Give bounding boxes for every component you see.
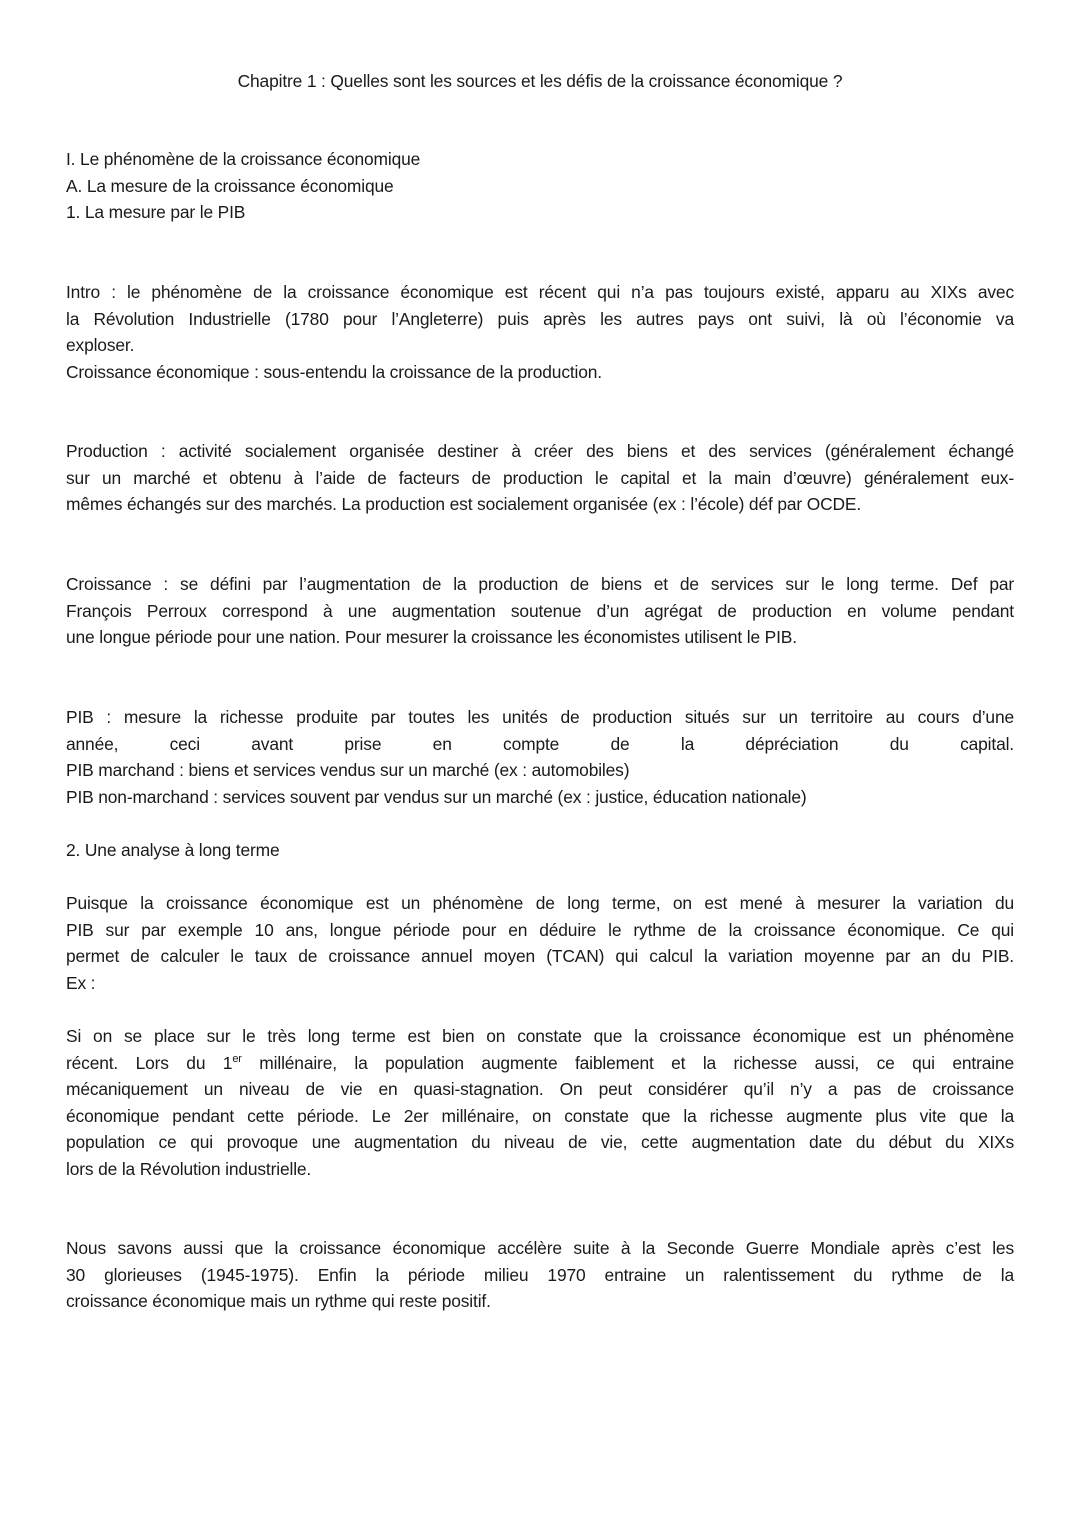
text-fragment: millénaire, la population augmente faiblement et la richesse aussi, ce qui entraine (241, 1052, 1014, 1073)
growth-definition: Croissance économique : sous-entendu la croissance de la production. (66, 361, 602, 382)
paragraph-line: la Révolution Industrielle (1780 pour l’Angleterre) puis après les autres pays ont suivi, là où l’économie va (66, 308, 1014, 329)
production-paragraph (66, 438, 1014, 518)
pib-marchand-definition: PIB marchand : biens et services vendus sur un marché (ex : automobiles) (66, 760, 630, 780)
superscript: er (232, 1052, 242, 1065)
paragraph-line: une longue période pour une nation. Pour mesurer la croissance les économistes utilisent le PIB. (66, 627, 797, 647)
paragraph-line: Croissance : se défini par l’augmentation de la production de biens et de services sur le long terme. Def par (66, 574, 1014, 594)
pib-paragraph (66, 704, 1014, 810)
paragraph-line: François Perroux correspond à une augmentation soutenue d’un agrégat de production en volume pendant (66, 600, 1014, 621)
paragraph-line: Nous savons aussi que la croissance économique accélère suite à la Seconde Guerre Mondiale après c’est les (66, 1238, 1014, 1258)
paragraph-line: PIB : mesure la richesse produite par toutes les unités de production situés sur un territoire au cours d’une (66, 707, 1014, 727)
paragraph-line: mêmes échangés sur des marchés. La production est socialement organisée (ex : l’école) déf par OCDE. (66, 494, 862, 514)
paragraph-line: PIB sur par exemple 10 ans, longue période pour en déduire le rythme de la croissance économique. Ce qui (66, 919, 1014, 940)
paragraph-line: Puisque la croissance économique est un phénomène de long terme, on est mené à mesurer la variation du (66, 893, 1014, 913)
paragraph-line: économique pendant cette période. Le 2er millénaire, on constate que la richesse augmente plus vite que la (66, 1105, 1014, 1126)
paragraph-line: population ce qui provoque une augmentation du niveau de vie, cette augmentation date du début du XIXs (66, 1132, 1014, 1152)
paragraph-line: croissance économique mais un rythme qui reste positif. (66, 1291, 491, 1311)
paragraph-line: Si on se place sur le très long terme est bien on constate que la croissance économique est un phénomène (66, 1026, 1014, 1046)
paragraph-line: permet de calculer le taux de croissance annuel moyen (TCAN) qui calcul la variation moyenne par an du PIB. (66, 946, 1014, 966)
croissance-paragraph (66, 571, 1014, 651)
paragraph-line: lors de la Révolution industrielle. (66, 1158, 312, 1179)
section-2-heading: 2. Une analyse à long terme (66, 840, 280, 860)
outline (66, 146, 1014, 226)
paragraph-line: année, ceci avant prise en compte de la dépréciation du capital. (66, 733, 1014, 754)
chapter-title: Chapitre 1 : Quelles sont les sources et les défis de la croissance économique ? (237, 71, 843, 91)
outline-subsection-heading: 1. La mesure par le PIB (66, 202, 246, 222)
text-fragment: récent. Lors du 1 (66, 1052, 233, 1073)
outline-part-heading: I. Le phénomène de la croissance économique (66, 149, 421, 169)
paragraph-line: Production : activité socialement organisée destiner à créer des biens et des services (généralement échangé (66, 441, 1014, 461)
paragraph-line: sur un marché et obtenu à l’aide de facteurs de production le capital et la main d’œuvre) généralement eux- (66, 467, 1014, 488)
post-war-paragraph (66, 1235, 1014, 1315)
paragraph-line (66, 1050, 1014, 1077)
intro-paragraph (66, 279, 1014, 385)
paragraph-line: exploser. (66, 335, 135, 355)
outline-section-heading: A. La mesure de la croissance économique (66, 175, 394, 196)
paragraph-line: 30 glorieuses (1945-1975). Enfin la période milieu 1970 entraine un ralentissement du rythme de la (66, 1264, 1014, 1285)
pib-non-marchand-definition: PIB non-marchand : services souvent par vendus sur un marché (ex : justice, éducation nationale) (66, 786, 807, 807)
paragraph-line: Intro : le phénomène de la croissance économique est récent qui n’a pas toujours existé, apparu au XIXs avec (66, 282, 1014, 302)
example-label: Ex : (66, 972, 96, 993)
paragraph-line: mécaniquement un niveau de vie en quasi-stagnation. On peut considérer qu’il n’y a pas de croissance (66, 1079, 1014, 1099)
long-term-analysis-paragraph (66, 890, 1014, 996)
very-long-term-paragraph (66, 1023, 1014, 1182)
